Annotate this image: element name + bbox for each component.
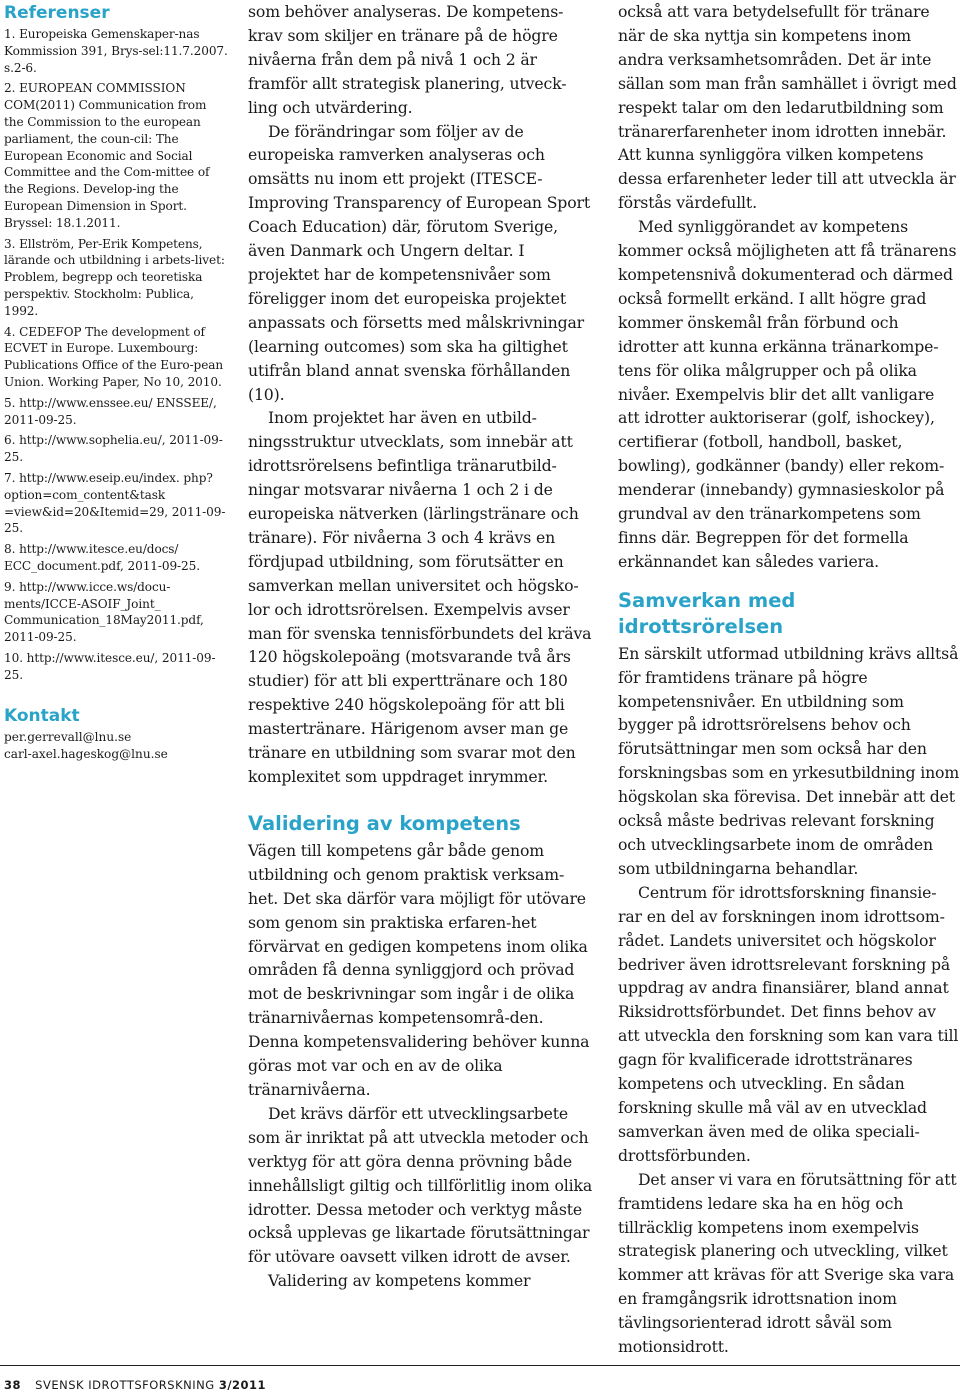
reference-item: 1. Europeiska Gemenskaper-nas Kommission 391, Brys-sel:11.7.2007. s.2-6. bbox=[4, 27, 228, 75]
reference-item: 5. http://www.enssee.eu/ ENSSEE/, 2011-09-25. bbox=[4, 395, 217, 427]
page-number: 38 bbox=[4, 1378, 22, 1392]
body-column-3 bbox=[618, 0, 960, 1359]
footer-divider bbox=[0, 1365, 960, 1366]
paragraph: En särskilt utformad utbildning krävs alltså för framtidens tränare på högre kompetensnivåer. En utbildning som bygger på idrottsrörelsens behov och förutsättningar men som också har den forskningsbas som en yrkesutbildning inom högskolan ska förevisa. Det innebär att det också måste bedrivas relevant forskning och utvecklingsarbete inom de områden som utbildningarna behandlar. bbox=[618, 643, 960, 878]
paragraph: Centrum för idrottsforskning finansie-rar en del av forskningen inom idrottsom-rådet. Landets universitet och högskolor bedriver även idrottsrelevant forskning på uppdrag av andra finansiärer, bland annat Riksidrottsförbundet. Det finns behov av att utveckla den forskning som kan vara till gagn för kvalificerade idrottstränares kompetens och utveckling. En sådan forskning skulle må väl av en utvecklad samverkan även med de olika speciali-drottsförbunden. bbox=[618, 882, 959, 1165]
reference-item: 3. Ellström, Per-Erik Kompetens, lärande och utbildning i arbets-livet: Problem, begrepp och teoretiska perspektiv. Stockholm: Publica, 1992. bbox=[4, 236, 225, 318]
page-footer bbox=[4, 1378, 266, 1392]
paragraph: Det anser vi vara en förutsättning för att framtidens ledare ska ha en hög och tillräcklig kompetens inom exempelvis strategisk planering och utveckling, vilket kommer att krävas för att Sverige ska vara en framgångsrik idrottsnation inom tävlingsorienterad idrott såväl som motionsidrott. bbox=[618, 1169, 957, 1357]
section-heading-validering: Validering av kompetens bbox=[248, 811, 521, 835]
reference-item: 7. http://www.eseip.eu/index. php?option=com_content&task =view&id=20&Itemid=29, 2011-09-25. bbox=[4, 470, 226, 536]
contact-heading: Kontakt bbox=[4, 706, 80, 727]
reference-item: 4. CEDEFOP The development of ECVET in Europe. Luxembourg: Publications Office of the Euro-pean Union. Working Paper, No 10, 2010. bbox=[4, 324, 224, 389]
reference-item: 9. http://www.icce.ws/docu-ments/ICCE-ASOIF_Joint_ Communication_18May2011.pdf, 2011-09-25. bbox=[4, 579, 204, 645]
paragraph: Inom projektet har även en utbild-ningsstruktur utvecklats, som innebär att idrottsrörelsens befintliga tränarutbild-ningar motsvarar nivåerna 1 och 2 i de europeiska nätverken (lärlingstränare och tränare). För nivåerna 3 och 4 krävs en fördjupad utbildning, som förutsätter en samverkan mellan universitet och högsko-lor och idrottsrörelsen. Exempelvis avser man för svenska tennisförbundets del kräva 120 högskolepoäng (motsvarande två års studier) för att bli experttränare och 180 respektive 240 högskolepoäng för att bli mastertränare. Härigenom avser man ge tränare en utbildning som svarar mot den komplexitet som uppdraget inrymmer. bbox=[248, 408, 592, 786]
body-column-2 bbox=[248, 0, 593, 1293]
publication-name: SVENSK IDROTTSFORSKNING bbox=[35, 1378, 215, 1392]
contact-email[interactable]: per.gerrevall@lnu.se bbox=[4, 730, 132, 745]
reference-item: 8. http://www.itesce.eu/docs/ ECC_document.pdf, 2011-09-25. bbox=[4, 542, 200, 573]
references-heading: Referenser bbox=[4, 3, 110, 23]
reference-item: 10. http://www.itesce.eu/, 2011-09-25. bbox=[4, 650, 216, 682]
paragraph: Det krävs därför ett utvecklingsarbete som är inriktat på att utveckla metoder och verktyg för att göra denna prövning både innehållsligt giltig och tillförlitlig inom olika idrotter. Dessa metoder och verktyg måste också upplevas ge likartade förutsättningar för utövare oavsett vilken idrott de avser. bbox=[248, 1103, 593, 1267]
paragraph: Med synliggörandet av kompetens kommer också möjligheten att få tränarens kompetensnivå dokumenterad och därmed också formellt erkänd. I allt högre grad kommer önskemål från förbund och idrotter att kunna erkänna tränarkompe-tens för olika målgrupper och på olika nivåer. Exempelvis blir det allt vanligare att idrotter auktoriserar (golf, ishockey), certifierar (fotboll, handboll, basket, bowling), godkänner (bandy) eller rekom-menderar (innebandy) gymnasieskolor på grundval av den tränarkompetens som finns där. Begreppen för det formella erkännandet kan således variera. bbox=[618, 217, 957, 571]
paragraph: De förändringar som följer av de europeiska ramverken analyseras och omsätts nu inom ett projekt (ITESCE-Improving Transparency of European Sport Coach Education) där, förutom Sverige, även Danmark och Ungern deltar. I projektet har de kompetensnivåer som föreligger inom det europeiska projektet anpassats och försetts med målskrivningar (learning outcomes) som ska ha giltighet utifrån bland annat svenska förhållanden (10). bbox=[248, 121, 590, 404]
paragraph: också att vara betydelsefullt för tränare när de ska nyttja sin kompetens inom andra verksamhetsområden. Det är inte sällan som man från samhället i övrigt med respekt talar om den ledarutbildning som tränarerfarenheter inom idrotten innebär. Att kunna synliggöra vilken kompetens dessa erfarenheter leder till att utveckla är förstås värdefullt. bbox=[618, 2, 957, 213]
references-column bbox=[4, 0, 229, 763]
contact-block bbox=[4, 729, 229, 763]
paragraph: Validering av kompetens kommer bbox=[268, 1271, 531, 1291]
contact-email[interactable]: carl-axel.hageskog@lnu.se bbox=[4, 747, 168, 762]
reference-item: 6. http://www.sophelia.eu/, 2011-09-25. bbox=[4, 433, 223, 465]
reference-item: 2. EUROPEAN COMMISSION COM(2011) Communication from the Commission to the european parliament, the coun-cil: The European Economic and Social Committee and the Com-mittee of the Regions. Develop-ing the European Dimension in Sport. Bryssel: 18.1.2011. bbox=[4, 81, 210, 230]
paragraph: som behöver analyseras. De kompetens-krav som skiljer en tränare på de högre nivåerna från dem på nivå 1 och 2 är framför allt strategisk planering, utveck-ling och utvärdering. bbox=[248, 2, 567, 117]
issue-number: 3/2011 bbox=[218, 1378, 267, 1392]
references-list bbox=[4, 26, 229, 683]
paragraph: Vägen till kompetens går både genom utbildning och genom praktisk verksam-het. Det ska därför vara möjligt för utövare som genom sin praktiska erfaren-het förvärvat en gedigen kompetens inom olika områden få denna synliggjord och prövad mot de beskrivningar som ingår i de olika tränarnivåernas kompetensområ-den. Denna kompetensvalidering behöver kunna göras mot var och en av de olika tränarnivåerna. bbox=[248, 840, 590, 1099]
section-heading-samverkan: Samverkan med idrottsrörelsen bbox=[618, 588, 796, 638]
